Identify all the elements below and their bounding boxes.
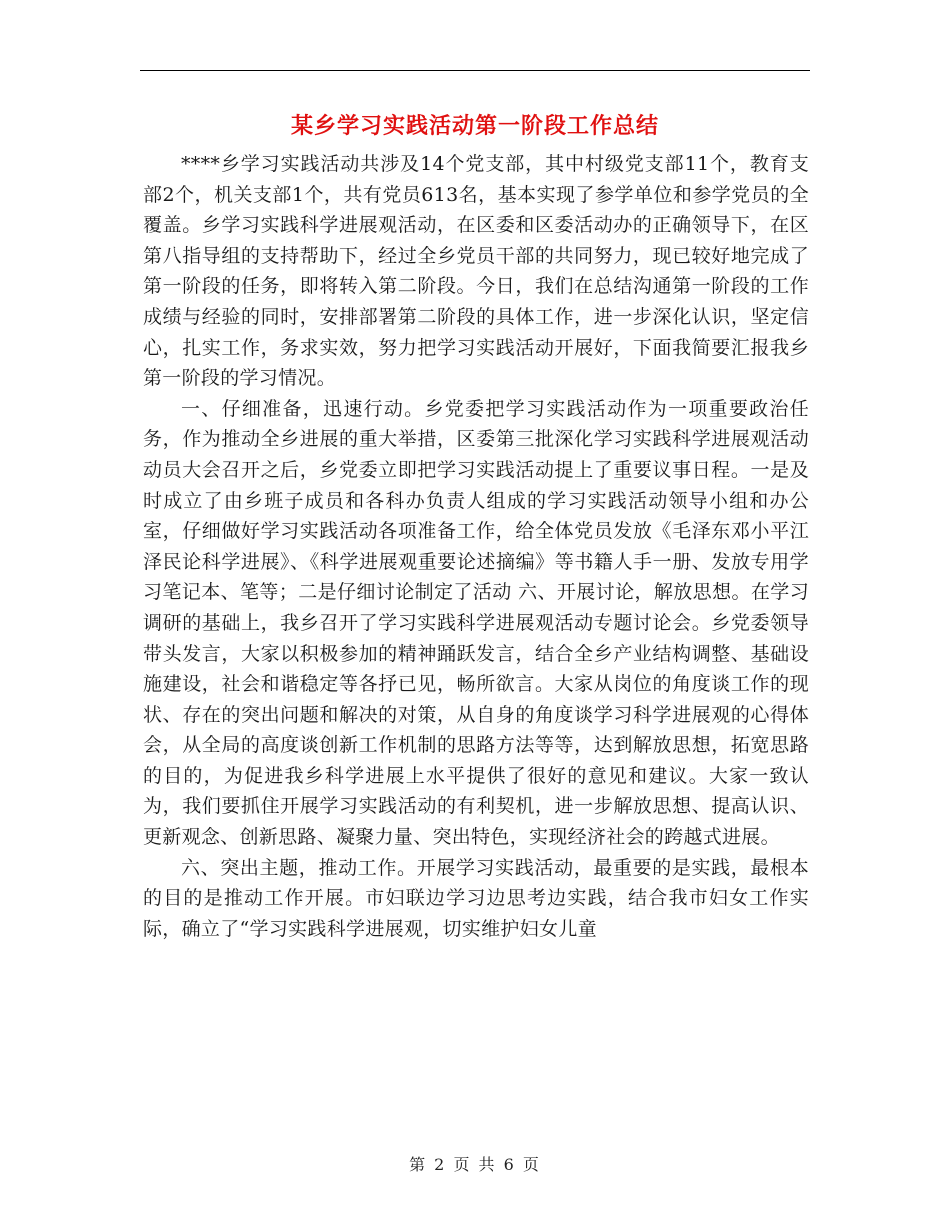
page-number-footer: 第 2 页 共 6 页 (409, 1155, 541, 1174)
paragraph-section-six: 六、突出主题，推动工作。开展学习实践活动，最重要的是实践，最根本的目的是推动工作开展。市妇联边学习边思考边实践，结合我市妇女工作实际，确立了“学习实践科学进展观，切实维护妇女儿童 (143, 856, 809, 940)
paragraph-section-one: 一、仔细准备，迅速行动。乡党委把学习实践活动作为一项重要政治任务，作为推动全乡进展的重大举措，区委第三批深化学习实践科学进展观活动动员大会召开之后，乡党委立即把学习实践活动提上了重要议事日程。一是及时成立了由乡班子成员和各科办负责人组成的学习实践活动领导小组和办公室，仔细做好学习实践活动各项准备工作，给全体党员发放《毛泽东邓小平江泽民论科学进展》、《科学进展观重要论述摘编》等书籍人手一册、发放专用学习笔记本、笔等；二是仔细讨论制定了活动 六、开展讨论，解放思想。在学习调研的基础上，我乡召开了学习实践科学进展观活动专题讨论会。乡党委领导带头发言，大家以积极参加的精神踊跃发言，结合全乡产业结构调整、基础设施建设，社会和谐稳定等各抒已见，畅所欲言。大家从岗位的角度谈工作的现状、存在的突出问题和解决的对策，从自身的角度谈学习科学进展观的心得体会，从全局的高度谈创新工作机制的思路方法等等，达到解放思想，拓宽思路的目的，为促进我乡科学进展上水平提供了很好的意见和建议。大家一致认为，我们要抓住开展学习实践活动的有利契机，进一步解放思想、提高认识、更新观念、创新思路、凝聚力量、突出特色，实现经济社会的跨越式进展。 (143, 397, 809, 849)
paragraph-intro: ****乡学习实践活动共涉及14个党支部，其中村级党支部11个，教育支部2个，机关支部1个，共有党员613名，基本实现了参学单位和参学党员的全覆盖。乡学习实践科学进展观活动，在区委和区委活动办的正确领导下，在区第八指导组的支持帮助下，经过全乡党员干部的共同努力，现已较好地完成了第一阶段的任务，即将转入第二阶段。今日，我们在总结沟通第一阶段的工作成绩与经验的同时，安排部署第二阶段的具体工作，进一步深化认识，坚定信心，扎实工作，务求实效，努力把学习实践活动开展好，下面我简要汇报我乡第一阶段的学习情况。 (143, 153, 809, 390)
document-title: 某乡学习实践活动第一阶段工作总结 (290, 113, 659, 139)
document-body (143, 149, 809, 944)
header-rule (140, 70, 810, 71)
